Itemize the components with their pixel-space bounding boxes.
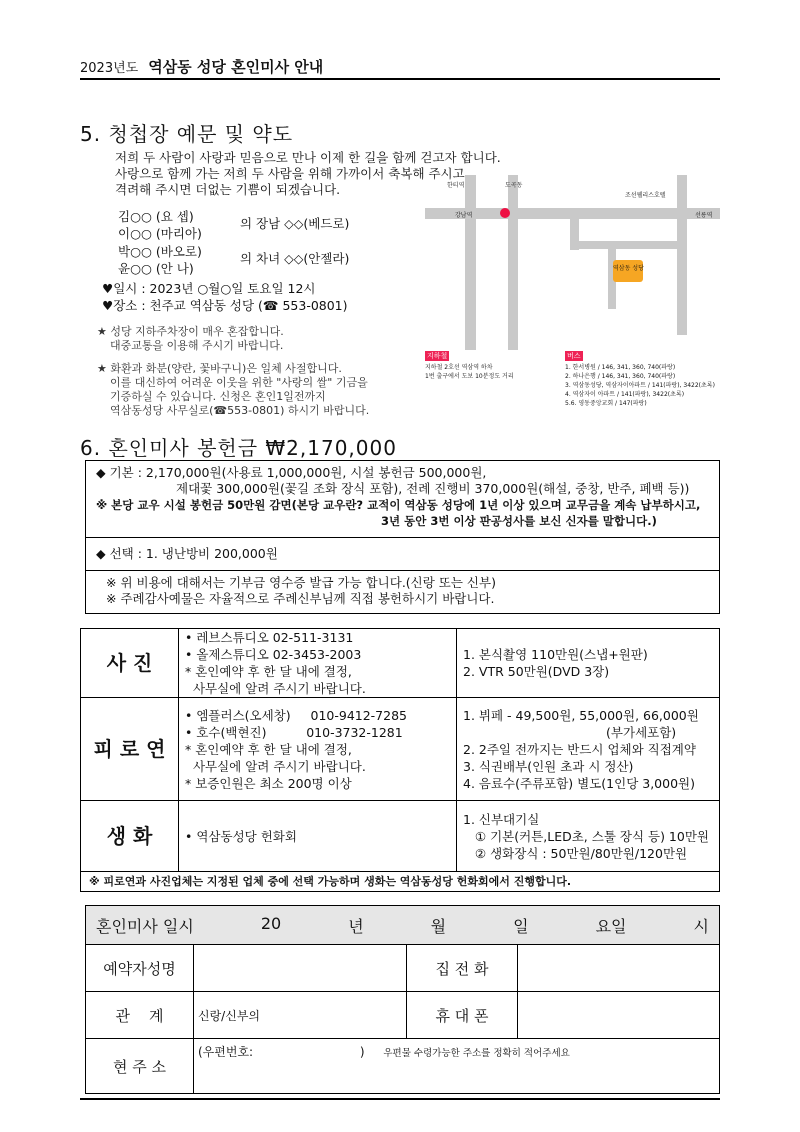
mobile-field[interactable] xyxy=(518,992,720,1039)
intro-line: 저희 두 사람이 사랑과 믿음으로 만나 이제 한 길을 함께 걷고자 합니다. xyxy=(115,150,501,165)
detail-line: ① 기본(커튼,LED초, 스툴 장식 등) 10만원 xyxy=(463,828,709,844)
location-map xyxy=(425,175,720,425)
services-table xyxy=(80,628,720,892)
bus-line: 3. 역삼동성당, 역삼자이아파트 / 141(파랑), 3422(초록) xyxy=(565,382,715,389)
parent-name: 박○○ (바오로) xyxy=(118,244,202,259)
form-title-part: 시 xyxy=(693,916,709,936)
note-line: ★ 화환과 화분(양란, 꽃바구니)은 일체 사절합니다. xyxy=(97,362,342,375)
form-row xyxy=(86,992,720,1039)
service-vendors xyxy=(179,629,457,698)
intro-line: 격려해 주시면 더없는 기쁨이 되겠습니다. xyxy=(115,182,341,197)
subway-info xyxy=(425,363,514,381)
map-label: 선릉역 xyxy=(695,212,713,219)
bus-line: 4. 역삼자이 아파트 / 141(파랑), 3422(초록) xyxy=(565,391,685,398)
home-phone-field[interactable] xyxy=(518,945,720,992)
detail-line: (부가세포함) xyxy=(463,724,677,740)
service-details xyxy=(457,801,720,872)
service-name: 피 로 연 xyxy=(81,698,179,801)
option-line: ◆ 선택 : 1. 냉난방비 200,000원 xyxy=(86,538,719,571)
header-divider xyxy=(80,78,720,80)
bus-line: 1. 한서병원 / 146, 341, 360, 740(파랑) xyxy=(565,364,676,371)
form-title-part: 20 xyxy=(260,913,282,933)
form-title-part: 월 xyxy=(430,916,447,936)
vendor-line: • 올제스튜디오 02-3453-2003 xyxy=(185,647,362,662)
service-vendors xyxy=(179,698,457,801)
subway-line: 지하철 2호선 역삼역 하차 xyxy=(425,364,493,371)
note-line: 기증하실 수 있습니다. 신청은 혼인1일전까지 xyxy=(110,390,326,403)
fee-option-box xyxy=(85,538,720,614)
bus-line: 2. 하나은행 / 146, 341, 360, 740(파랑) xyxy=(565,373,676,380)
vendor-line: 사무실에 알려 주시기 바랍니다. xyxy=(185,681,366,696)
groom-parents xyxy=(118,208,202,242)
detail-line: 2. 2주일 전까지는 반드시 업체와 직접계약 xyxy=(463,741,696,757)
form-title-part: 요일 xyxy=(595,916,627,936)
basic-line: 제대꽃 300,000원(꽃길 조화 장식 포함), 전례 진행비 370,000원(해설, 중창, 반주, 폐백 등)) xyxy=(176,481,690,496)
form-title-part: 일 xyxy=(513,916,529,936)
service-details xyxy=(457,698,720,801)
reserver-label: 예약자성명 xyxy=(86,945,194,992)
fee-basic-box xyxy=(85,460,720,538)
discount-line: ※ 본당 교우 시설 봉헌금 50만원 감면(본당 교우란? 교적이 역삼동 성당에 1년 이상 있으며 교무금을 계속 납부하시고, xyxy=(96,498,701,512)
header-title: 역삼동 성당 혼인미사 안내 xyxy=(148,58,324,76)
map-label: 한티역 xyxy=(447,182,465,189)
section5-title: 5. 청첩장 예문 및 약도 xyxy=(80,122,294,146)
form-title-row xyxy=(86,906,720,945)
service-name: 사 진 xyxy=(81,629,179,698)
home-phone-label: 집 전 화 xyxy=(407,945,518,992)
bride-line: 의 차녀 ◇◇(안젤라) xyxy=(240,251,350,266)
wedding-place: ♥장소 : 천주교 역삼동 성당 (☎ 553-0801) xyxy=(102,298,348,313)
header-year: 2023년도 xyxy=(80,61,139,76)
parent-name: 윤○○ (안 나) xyxy=(118,261,194,276)
map-label-church: 역삼동 성당 xyxy=(613,265,644,272)
table-row xyxy=(81,629,720,698)
vendor-line: • 레브스튜디오 02-511-3131 xyxy=(185,630,354,645)
bus-title: 버스 xyxy=(567,352,581,360)
basic-line: ◆ 기본 : 2,170,000원(사용료 1,000,000원, 시설 봉헌금 500,000원, xyxy=(96,465,487,480)
reservation-form xyxy=(85,905,720,1094)
table-row xyxy=(81,872,720,892)
detail-line: 3. 식권배부(인원 초과 시 정산) xyxy=(463,758,634,774)
parent-name: 이○○ (마리아) xyxy=(118,226,202,241)
service-details xyxy=(457,629,720,698)
address-label: 현 주 소 xyxy=(86,1039,194,1094)
detail-line: 2. VTR 50만원(DVD 3장) xyxy=(463,664,610,679)
note-line: 대중교통을 이용해 주시기 바랍니다. xyxy=(110,339,284,352)
intro-line: 사랑으로 함께 가는 저희 두 사람을 위해 가까이서 축복해 주시고 xyxy=(115,166,465,181)
subway-title: 지하철 xyxy=(427,352,448,360)
discount-line: 3년 동안 3번 이상 판공성사를 보신 신자를 말합니다.) xyxy=(381,514,657,528)
postal-code: (우편번호: ) xyxy=(198,1045,365,1059)
form-title-part: 년 xyxy=(348,916,364,936)
map-label: 조선웰리스호텔 xyxy=(625,192,666,199)
note-line: ★ 성당 지하주차장이 매우 혼잡합니다. xyxy=(97,325,284,338)
form-row xyxy=(86,945,720,992)
detail-line: ② 생화장식 : 50만원/80만원/120만원 xyxy=(463,845,688,861)
form-title xyxy=(86,906,720,945)
relation-field[interactable]: 신랑/신부의 xyxy=(194,992,407,1039)
bus-info xyxy=(565,363,715,408)
parking-note xyxy=(97,325,284,353)
flower-note xyxy=(97,362,369,418)
fee-note: ※ 주례감사예물은 자율적으로 주례신부님께 직접 봉헌하시기 바랍니다. xyxy=(106,591,495,606)
detail-line: 1. 뷔페 - 49,500원, 55,000원, 66,000원 xyxy=(463,707,699,723)
parent-name: 김○○ (요 셉) xyxy=(118,209,194,224)
vendor-line: • 호수(백현진) 010-3732-1281 xyxy=(185,724,403,740)
detail-line: 1. 본식촬영 110만원(스냅+원판) xyxy=(463,647,648,662)
bus-line: 5.6. 영동중앙교회 / 147(파랑) xyxy=(565,400,647,407)
vendor-line: • 역삼동성당 헌화회 xyxy=(185,828,297,844)
vendor-line: * 보증인원은 최소 200명 이상 xyxy=(185,775,352,791)
subway-line: 1번 출구에서 도보 10분정도 거리 xyxy=(425,373,514,380)
vendor-line: * 혼인예약 후 한 달 내에 결정, xyxy=(185,664,352,679)
bride-parents xyxy=(118,243,202,277)
vendor-line: 사무실에 알려 주시기 바랍니다. xyxy=(185,758,366,774)
vendor-line: * 혼인예약 후 한 달 내에 결정, xyxy=(185,741,352,757)
detail-line: 4. 음료수(주류포함) 별도(1인당 3,000원) xyxy=(463,775,695,791)
footer-divider xyxy=(80,1098,720,1100)
map-label: 도곡동 xyxy=(505,182,523,189)
services-note: ※ 피로연과 사진업체는 지정된 업체 중에 선택 가능하며 생화는 역삼동성당 헌화회에서 진행합니다. xyxy=(81,872,720,892)
address-field[interactable] xyxy=(194,1039,720,1094)
table-row xyxy=(81,698,720,801)
service-name: 생 화 xyxy=(81,801,179,872)
reserver-field[interactable] xyxy=(194,945,407,992)
vendor-line: • 엠플러스(오세창) 010-9412-7285 xyxy=(185,707,407,723)
page-header xyxy=(80,56,323,77)
table-row xyxy=(81,801,720,872)
detail-line: 1. 신부대기실 xyxy=(463,811,540,827)
address-hint: 우편물 수령가능한 주소를 정확히 적어주세요 xyxy=(383,1048,570,1059)
wedding-datetime: ♥일시 : 2023년 ○월○일 토요일 12시 xyxy=(102,281,316,296)
fee-note: ※ 위 비용에 대해서는 기부금 영수증 발급 가능 합니다.(신랑 또는 신부) xyxy=(106,575,496,590)
note-line: 이를 대신하여 어려운 이웃을 위한 "사랑의 쌀" 기금을 xyxy=(110,376,368,389)
relation-label: 관 계 xyxy=(86,992,194,1039)
groom-line: 의 장남 ◇◇(베드로) xyxy=(240,216,350,231)
mobile-label: 휴 대 폰 xyxy=(407,992,518,1039)
form-row xyxy=(86,1039,720,1094)
section6-title: 6. 혼인미사 봉헌금 ₩2,170,000 xyxy=(80,436,397,460)
map-label: 강남역 xyxy=(455,212,473,219)
service-vendors xyxy=(179,801,457,872)
form-title-label: 혼인미사 일시 xyxy=(96,916,194,936)
note-line: 역삼동성당 사무실로(☎553-0801) 하시기 바랍니다. xyxy=(110,404,370,417)
